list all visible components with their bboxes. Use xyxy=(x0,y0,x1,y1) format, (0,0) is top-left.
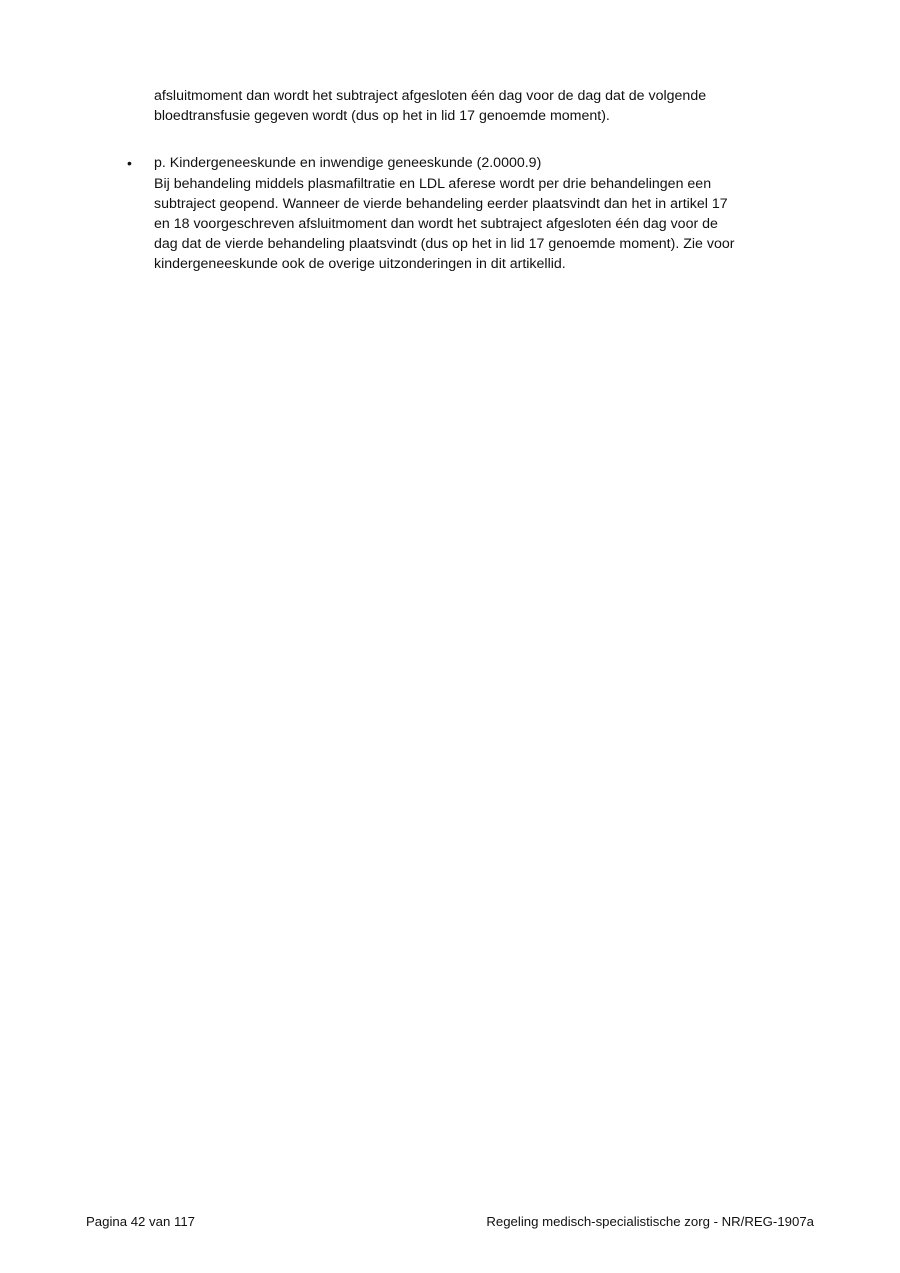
list-item-line: en 18 voorgeschreven afsluitmoment dan wordt het subtraject afgesloten één dag voor de xyxy=(154,216,718,233)
list-item-heading: p. Kindergeneeskunde en inwendige geneeskunde (2.0000.9) xyxy=(154,155,542,172)
list-item-line: kindergeneeskunde ook de overige uitzonderingen in dit artikellid. xyxy=(154,256,566,273)
document-title: Regeling medisch-specialistische zorg - NR/REG-1907a xyxy=(486,1214,814,1229)
list-item xyxy=(127,153,804,274)
paragraph-line: afsluitmoment dan wordt het subtraject afgesloten één dag voor de dag dat de volgende xyxy=(154,88,707,104)
list-item-line: subtraject geopend. Wanneer de vierde behandeling eerder plaatsvindt dan het in artikel 17 xyxy=(154,195,728,212)
paragraph-line: bloedtransfusie gegeven wordt (dus op het in lid 17 genoemde moment). xyxy=(154,108,610,125)
list-item-line: dag dat de vierde behandeling plaatsvindt (dus op het in lid 17 genoemde moment). Zie voor xyxy=(154,236,735,253)
continued-paragraph xyxy=(154,86,804,126)
page-number: Pagina 42 van 117 xyxy=(86,1214,196,1229)
document-body xyxy=(127,86,804,275)
bullet-icon: • xyxy=(127,155,132,172)
list-item-line: Bij behandeling middels plasmafiltratie en LDL aferese wordt per drie behandelingen een xyxy=(154,175,712,192)
